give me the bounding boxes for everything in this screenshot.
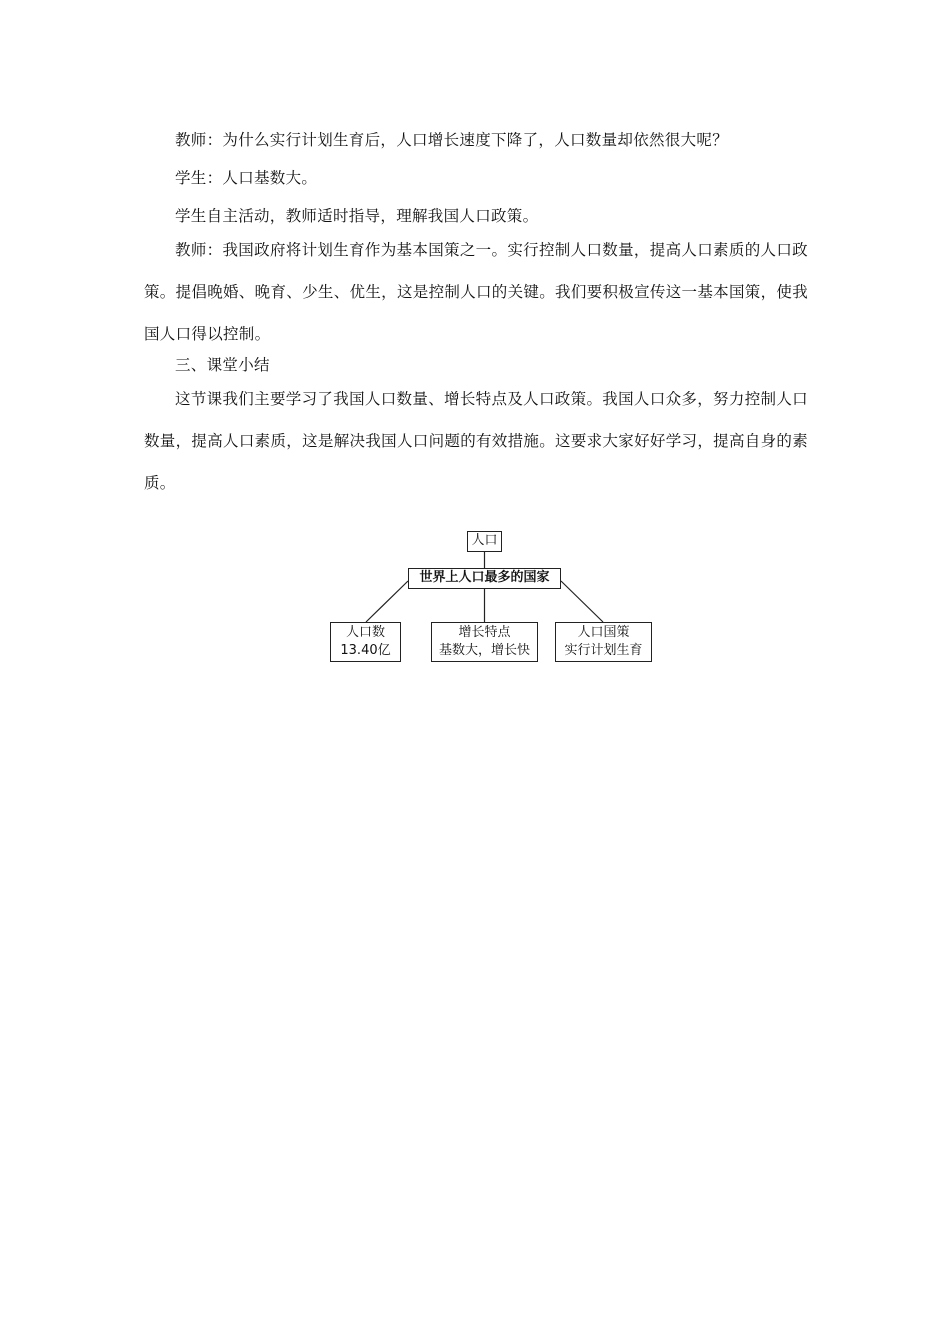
diagram-population-value: 13.40亿 [340, 643, 391, 658]
diagram-policy-title: 人口国策 [577, 625, 630, 640]
diagram-root-box [467, 531, 502, 552]
paragraph-summary: 这节课我们主要学习了我国人口数量、增长特点及人口政策。我国人口众多，努力控制人口数量，提高人口素质，这是解决我国人口问题的有效措施。这要求大家好好学习，提高自身的素质。 [144, 390, 808, 492]
connector-middle-right [561, 581, 603, 622]
diagram-middle-label: 世界上人口最多的国家 [419, 570, 550, 585]
diagram-policy-box [555, 622, 652, 662]
section-heading-summary: 三、课堂小结 [175, 356, 270, 374]
paragraph-student-answer: 学生：人口基数大。 [175, 169, 318, 187]
diagram-policy-value: 实行计划生育 [564, 643, 643, 658]
diagram-growth-value: 基数大，增长快 [438, 643, 530, 658]
paragraph-student-activity: 学生自主活动，教师适时指导，理解我国人口政策。 [175, 207, 539, 225]
diagram-population-title: 人口数 [345, 625, 385, 640]
diagram-growth-box [431, 622, 538, 662]
diagram-population-box [330, 622, 401, 662]
diagram-root-label: 人口 [471, 533, 498, 548]
diagram-growth-title: 增长特点 [458, 625, 511, 640]
connector-middle-left [366, 581, 408, 622]
paragraph-teacher-policy: 教师：我国政府将计划生育作为基本国策之一。实行控制人口数量，提高人口素质的人口政策。提倡晚婚、晚育、少生、优生，这是控制人口的关键。我们要积极宣传这一基本国策，使我国人口得以控制。 [144, 241, 808, 343]
diagram-middle-box [408, 568, 561, 589]
paragraph-teacher-question: 教师：为什么实行计划生育后，人口增长速度下降了，人口数量却依然很大呢？ [175, 131, 729, 149]
